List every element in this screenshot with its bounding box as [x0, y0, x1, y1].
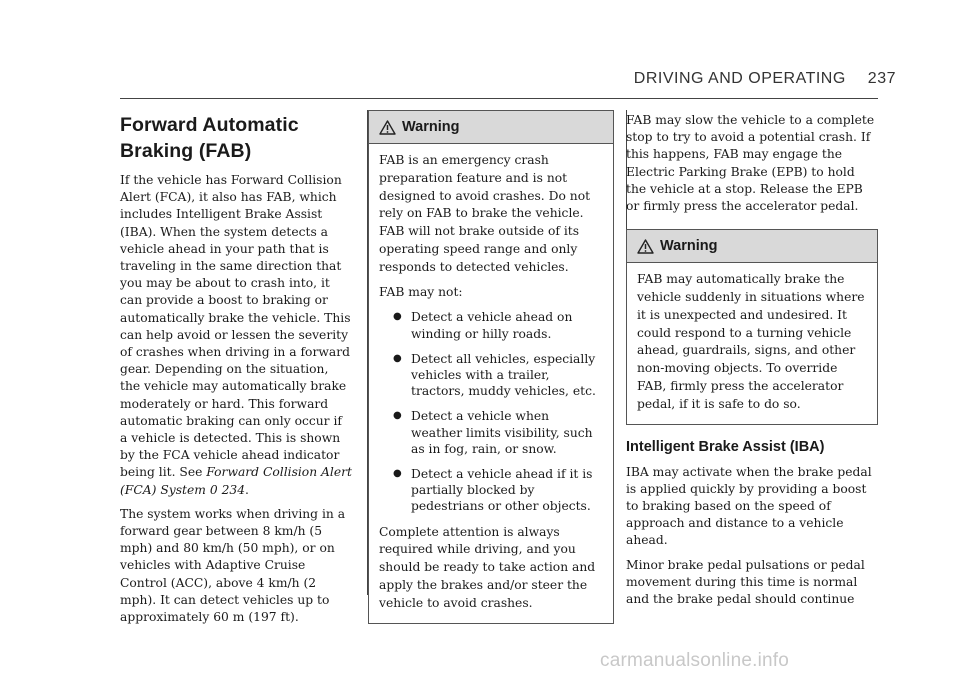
warning-triangle-icon	[379, 120, 396, 135]
paragraph-text: If the vehicle has Forward Collision Alert (FCA), it also has FAB, which includes Intelligent Brake Assist (IBA). When the system detects a vehicle ahead in your path that is traveling in the same direction that you may be about to crash into, it can provide a boost to braking or automatically brake the vehicle. This can help avoid or lessen the severity of crashes when driving in a forward gear. Depending on the situation, the vehicle may automatically brake moderately or hard. This forward automatic braking can only occur if a vehicle is detected. This is shown by the FCA vehicle ahead indicator being lit. See	[120, 173, 351, 480]
warning-title: Warning	[660, 238, 718, 255]
body-paragraph	[120, 172, 352, 499]
warning-body	[369, 144, 613, 623]
bullet-list	[379, 309, 603, 514]
list-item	[379, 351, 603, 400]
list-intro: FAB may not:	[379, 284, 463, 299]
warning-header	[369, 111, 613, 144]
warning-triangle-icon	[637, 239, 654, 254]
period: .	[245, 482, 249, 497]
warning-title: Warning	[402, 119, 460, 135]
bullet-icon: ●	[393, 352, 402, 364]
page-arrow-symbol: 0	[209, 482, 218, 497]
page-number: 237	[867, 70, 896, 87]
warning-paragraph: FAB may automatically brake the vehicle suddenly in situations where it is unexpected and undesired. It could respond to a turning vehicle ahead, guardrails, signs, and other non-moving objects. To override FAB, firmly press the accelerator pedal, if it is safe to do so.	[637, 272, 865, 411]
list-item-text: Detect a vehicle ahead if it is partially blocked by pedestrians or other objects.	[411, 467, 593, 514]
body-paragraph: IBA may activate when the brake pedal is applied quickly by providing a boost to braking based on the speed of approach and distance to a vehicle ahead.	[626, 464, 872, 548]
list-item	[379, 466, 603, 515]
bullet-icon: ●	[393, 468, 402, 479]
list-item-text: Detect a vehicle ahead on winding or hilly roads.	[411, 310, 573, 341]
header-rule	[120, 98, 878, 99]
cross-reference-page[interactable]: 234	[221, 482, 246, 497]
column-left	[120, 110, 352, 633]
section-heading: Forward Automatic Braking (FAB)	[120, 114, 299, 162]
bullet-icon: ●	[393, 410, 402, 422]
watermark-text: carmanualsonline.info	[600, 650, 790, 671]
warning-header	[627, 230, 877, 263]
body-paragraph: FAB may slow the vehicle to a complete stop to try to avoid a potential crash. If this happens, FAB may engage the Electric Parking Brake (EPB) to hold the vehicle at a stop. Release the EPB or firmly press the accelerator pedal.	[626, 113, 875, 214]
column-middle	[368, 110, 614, 624]
cross-reference-link[interactable]: Forward Collision Alert (FCA) System	[120, 465, 352, 497]
warning-box	[368, 110, 614, 624]
bullet-icon: ●	[393, 311, 402, 323]
warning-body	[627, 263, 877, 423]
list-item	[379, 408, 603, 457]
list-item-text: Detect all vehicles, especially vehicles with a trailer, tractors, muddy vehicles, etc.	[411, 351, 596, 399]
section-title: DRIVING AND OPERATING	[633, 70, 846, 87]
subsection-heading: Intelligent Brake Assist (IBA)	[626, 438, 825, 455]
page-header	[596, 70, 896, 88]
warning-box	[626, 229, 878, 424]
column-right	[626, 110, 878, 615]
warning-paragraph: FAB is an emergency crash preparation feature and is not designed to avoid crashes. Do not rely on FAB to brake the vehicle. FAB will not brake outside of its operating speed range and only responds to detected vehicles.	[379, 153, 591, 274]
body-paragraph: The system works when driving in a forward gear between 8 km/h (5 mph) and 80 km/h (50 mph), or on vehicles with Adaptive Cruise Control (ACC), above 4 km/h (2 mph). It can detect vehicles up to approximately 60 m (197 ft).	[120, 506, 346, 625]
warning-paragraph: Complete attention is always required while driving, and you should be ready to take action and apply the brakes and/or steer the vehicle to avoid crashes.	[379, 524, 596, 610]
list-item	[379, 309, 603, 341]
list-item-text: Detect a vehicle when weather limits visibility, such as in fog, rain, or snow.	[411, 409, 593, 456]
body-paragraph: Minor brake pedal pulsations or pedal movement during this time is normal and the brake pedal should continue	[626, 557, 865, 607]
